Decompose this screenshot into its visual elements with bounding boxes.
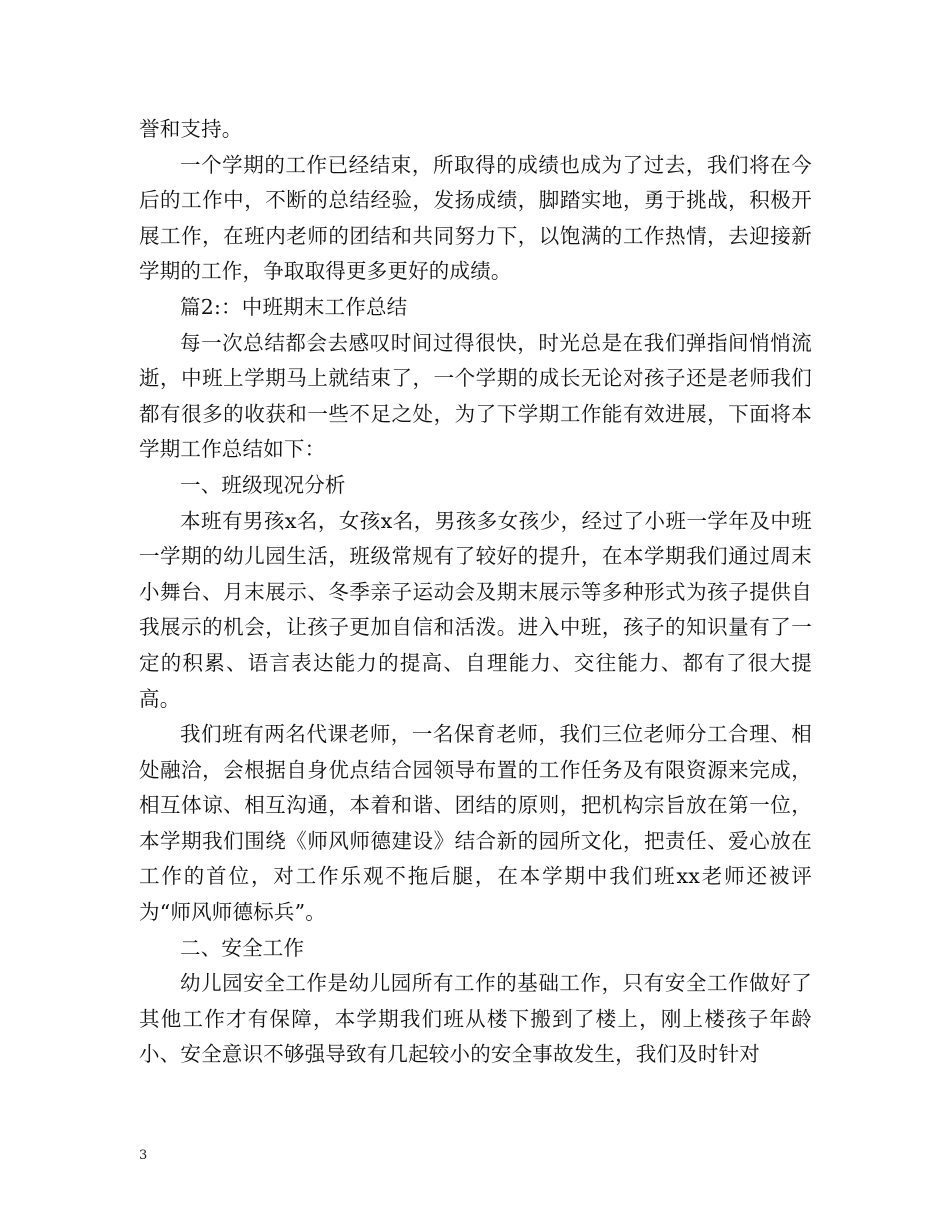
- body-text: [139, 112, 812, 1073]
- heading-safety: 二、安全工作: [180, 935, 305, 960]
- paragraph-continuation: 誉和支持。: [139, 117, 243, 141]
- section-title: 篇2:：中班期末工作总结: [180, 294, 408, 319]
- heading-class-status: 一、班级现况分析: [180, 472, 346, 497]
- paragraph-intro: 每一次总结都会去感叹时间过得很快，时光总是在我们弹指间悄悄流逝，中班上学期马上就结束了，一个学期的成长无论对孩子还是老师我们都有很多的收获和一些不足之处，为了下学期工作能有效进展，下面将本学期工作总结如下：: [139, 330, 812, 462]
- paragraph-semester-conclusion: 一个学期的工作已经结束，所取得的成绩也成为了过去，我们将在今后的工作中，不断的总结经验，发扬成绩，脚踏实地，勇于挑战，积极开展工作，在班内老师的团结和共同努力下，以饱满的工作热情，去迎接新学期的工作，争取取得更多更好的成绩。: [139, 152, 812, 284]
- page-number: 3: [139, 1148, 148, 1163]
- paragraph-class-status: 本班有男孩x名，女孩x名，男孩多女孩少，经过了小班一学年及中班一学期的幼儿园生活，班级常规有了较好的提升，在本学期我们通过周末小舞台、月末展示、冬季亲子运动会及期末展示等多种形式为孩子提供自我展示的机会，让孩子更加自信和活泼。进入中班，孩子的知识量有了一定的积累、语言表达能力的提高、自理能力、交往能力、都有了很大提高。: [139, 508, 812, 711]
- paragraph-safety: 幼儿园安全工作是幼儿园所有工作的基础工作，只有安全工作做好了其他工作才有保障，本学期我们班从楼下搬到了楼上，刚上楼孩子年龄小、安全意识不够强导致有几起较小的安全事故发生，我们及时针对: [139, 971, 812, 1067]
- paragraph-teachers: 我们班有两名代课老师，一名保育老师，我们三位老师分工合理、相处融洽，会根据自身优点结合园领导布置的工作任务及有限资源来完成，相互体谅、相互沟通，本着和谐、团结的原则，把机构宗旨放在第一位，本学期我们围绕《师风师德建设》结合新的园所文化，把责任、爱心放在工作的首位，对工作乐观不拖后腿，在本学期中我们班xx老师还被评为“师风师德标兵”。: [139, 722, 812, 925]
